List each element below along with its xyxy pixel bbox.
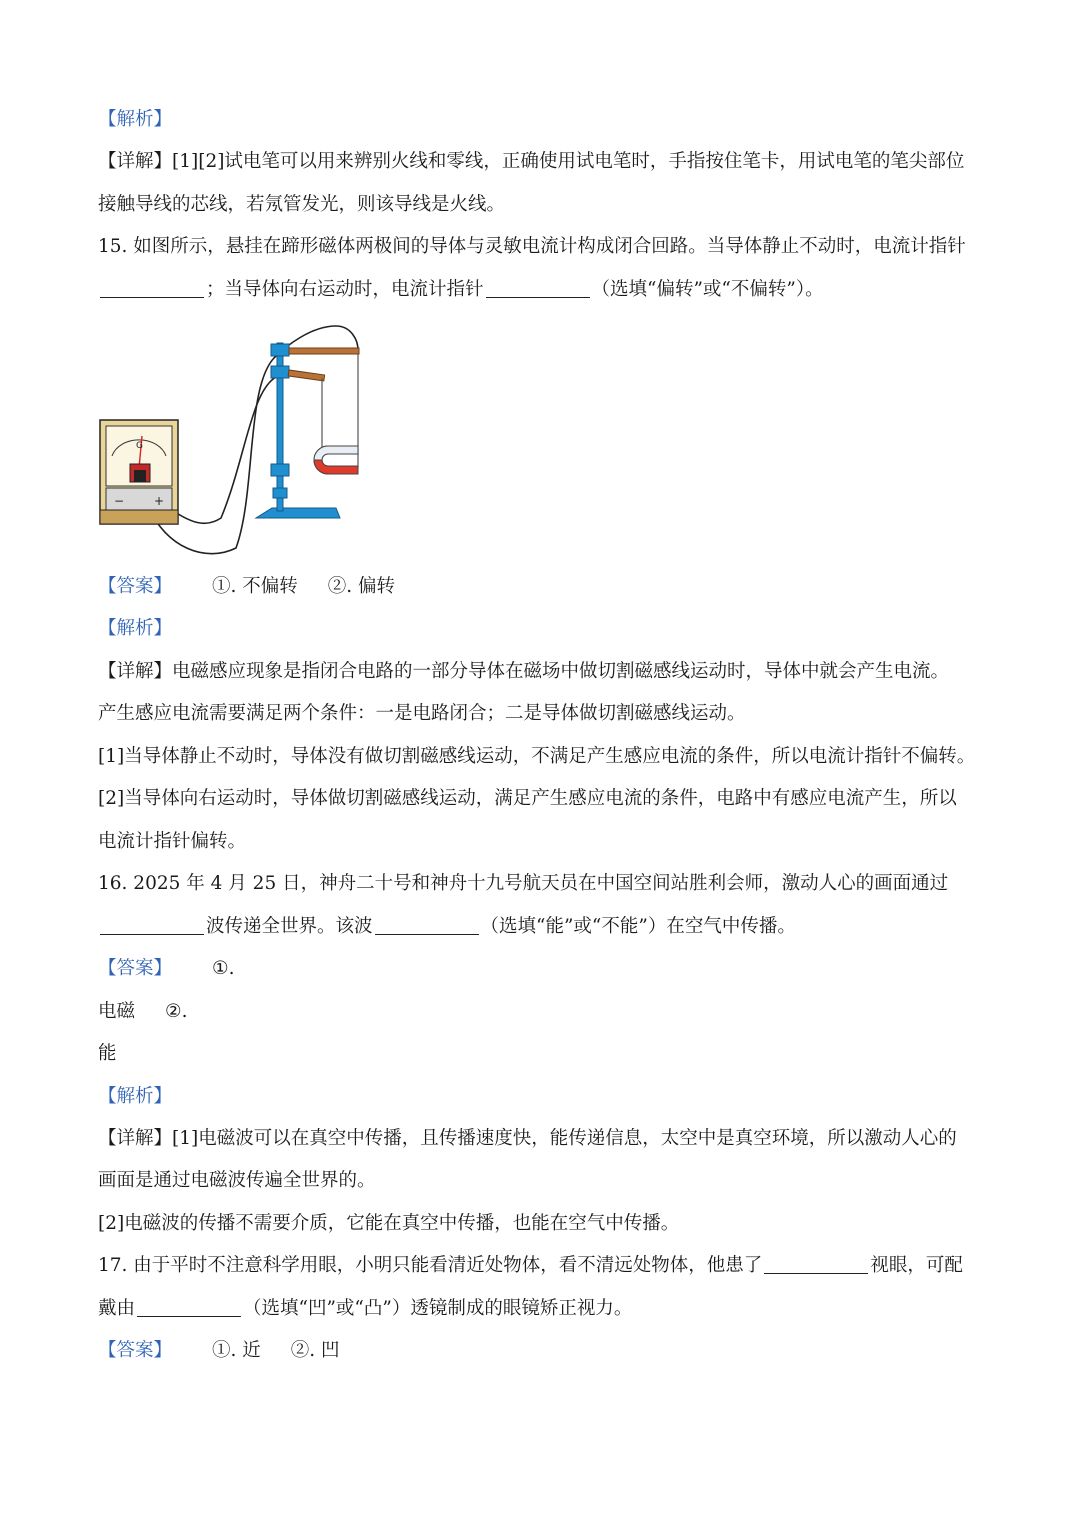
detail-line: 产生感应电流需要满足两个条件：一是电路闭合；二是导体做切割磁感线运动。 — [98, 703, 746, 724]
iron-stand — [256, 343, 340, 518]
question-17-stem: 17. 由于平时不注意科学用眼，小明只能看清近处物体，看不清远处物体，他患了 视眼，可配 — [98, 1255, 963, 1276]
analysis-heading: 【解析】 — [98, 109, 173, 130]
analysis-heading: 【解析】 — [98, 618, 173, 639]
question-16-stem: 波传递全世界。该波 （选填“能”或“不能”）在空气中传播。 — [98, 913, 796, 941]
lower-rod — [288, 370, 324, 381]
detail-line: 画面是通过电磁波传遍全世界的。 — [98, 1170, 376, 1191]
answer-line: 【答案】 ①. 近 ②. 凹 — [98, 1340, 340, 1361]
detail-line: [2]当导体向右运动时，导体做切割磁感线运动，满足产生感应电流的条件，电路中有感应电流产生，所以 — [98, 788, 957, 809]
answer-blank — [100, 279, 204, 298]
analysis-heading: 【解析】 — [98, 1086, 173, 1107]
answer-blank — [486, 279, 590, 298]
answer-blank — [137, 1298, 241, 1317]
question-17-stem: 戴由 （选填“凹”或“凸”）透镜制成的眼镜矫正视力。 — [98, 1298, 633, 1319]
answer-line: 能 — [98, 1043, 117, 1064]
answer-line: 【答案】 ①. 不偏转 ②. 偏转 — [98, 576, 396, 597]
detail-line: 【详解】[1]电磁波可以在真空中传播，且传播速度快，能传递信息，太空中是真空环境，所以激动人心的 — [98, 1128, 957, 1149]
detail-line: 【详解】[1][2]试电笔可以用来辨别火线和零线，正确使用试电笔时，手指按住笔卡，用试电笔的笔尖部位 — [98, 151, 965, 172]
horseshoe-magnet — [314, 446, 358, 474]
wire — [172, 376, 278, 523]
detail-line: 电流计指针偏转。 — [98, 831, 247, 852]
answer-blank — [764, 1255, 868, 1274]
detail-line: [1]当导体静止不动时，导体没有做切割磁感线运动，不满足产生感应电流的条件，所以电流计指针不偏转。 — [98, 746, 976, 767]
galvanometer-magnet-figure — [96, 318, 376, 558]
question-15-stem: 15. 如图所示，悬挂在蹄形磁体两极间的导体与灵敏电流计构成闭合回路。当导体静止不动时，电流计指针 — [98, 236, 966, 257]
answer-blank — [100, 916, 204, 935]
upper-rod — [289, 348, 359, 354]
plus-terminal-sign: + — [154, 494, 165, 508]
galvanometer — [100, 420, 178, 524]
answer-line: 电磁 ②. — [98, 1001, 188, 1022]
answer-blank — [375, 916, 479, 935]
question-15-stem: ；当导体向右运动时，电流计指针 （选填“偏转”或“不偏转”）。 — [98, 276, 824, 304]
galvanometer-label: G — [136, 441, 143, 451]
wire — [148, 326, 358, 554]
question-16-stem: 16. 2025 年 4 月 25 日，神舟二十号和神舟十九号航天员在中国空间站胜利会师，激动人心的画面通过 — [98, 873, 949, 894]
detail-line: [2]电磁波的传播不需要介质，它能在真空中传播，也能在空气中传播。 — [98, 1213, 680, 1234]
detail-line: 接触导线的芯线，若氖管发光，则该导线是火线。 — [98, 194, 506, 215]
minus-terminal-sign: − — [114, 494, 125, 508]
answer-line: 【答案】 ①. — [98, 958, 235, 979]
detail-line: 【详解】电磁感应现象是指闭合电路的一部分导体在磁场中做切割磁感线运动时，导体中就会产生电流。 — [98, 661, 950, 682]
